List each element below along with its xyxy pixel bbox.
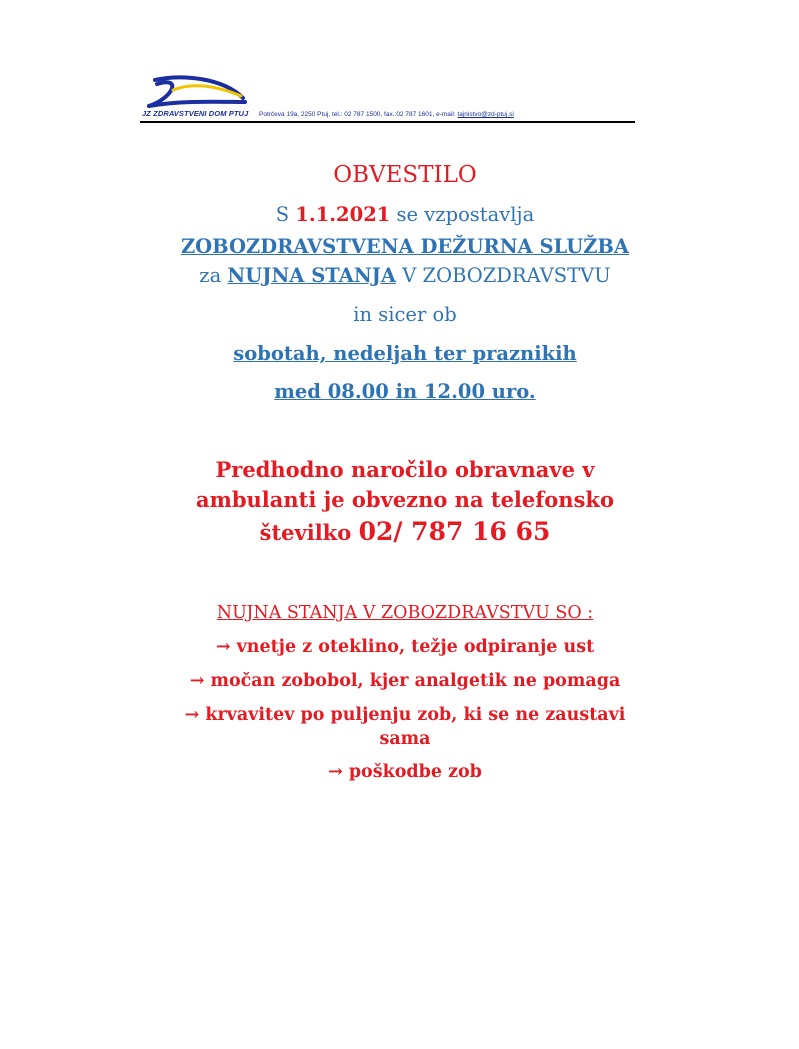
email-link[interactable]: tajnistvo@zd-ptuj.si: [457, 111, 514, 118]
start-date-line: [140, 203, 670, 226]
list-item: → poškodbe zob: [328, 762, 482, 782]
service-days: sobotah, nedeljah ter praznikih: [233, 342, 577, 365]
booking-line-1: Predhodno naročilo obravnave v: [215, 457, 595, 482]
service-name: ZOBOZDRAVSTVENA DEŽURNA SLUŽBA: [180, 235, 630, 258]
start-date: 1.1.2021: [295, 203, 391, 226]
booking-prefix: številko: [259, 520, 352, 545]
logo-text: JZ ZDRAVSTVENI DOM PTUJ: [142, 109, 249, 118]
notice-title: OBVESTILO: [333, 162, 477, 188]
header-divider: [140, 121, 635, 123]
list-item: → krvavitev po puljenju zob, ki se ne zaustavi: [184, 705, 626, 725]
urgent-line: [140, 264, 670, 287]
list-item: → močan zobobol, kjer analgetik ne pomaga: [189, 671, 621, 691]
contact-address: Potrčeva 19a, 2250 Ptuj, tel.: 02 787 1500, fax.:02 787 1601, e-mail:: [259, 111, 456, 118]
letterhead: [140, 70, 635, 124]
service-hours: med 08.00 in 12.00 uro.: [274, 380, 536, 403]
in-sicer-text: in sicer ob: [353, 303, 457, 326]
booking-line-3: [140, 517, 670, 546]
date-prefix: S: [275, 203, 290, 226]
urgent-suffix: V ZOBOZDRAVSTVU: [402, 264, 611, 287]
list-item: → vnetje z oteklino, težje odpiranje ust: [215, 637, 595, 657]
list-item-continuation: sama: [379, 729, 431, 749]
urgent-conditions: NUJNA STANJA: [227, 264, 397, 287]
urgent-list-title: NUJNA STANJA V ZOBOZDRAVSTVU SO :: [216, 603, 594, 623]
booking-line-2: ambulanti je obvezno na telefonsko: [196, 487, 614, 512]
contact-info: [259, 111, 514, 118]
date-suffix: se vzpostavlja: [396, 203, 535, 226]
urgent-prefix: za: [199, 264, 222, 287]
phone-number: 02/ 787 16 65: [358, 517, 551, 546]
